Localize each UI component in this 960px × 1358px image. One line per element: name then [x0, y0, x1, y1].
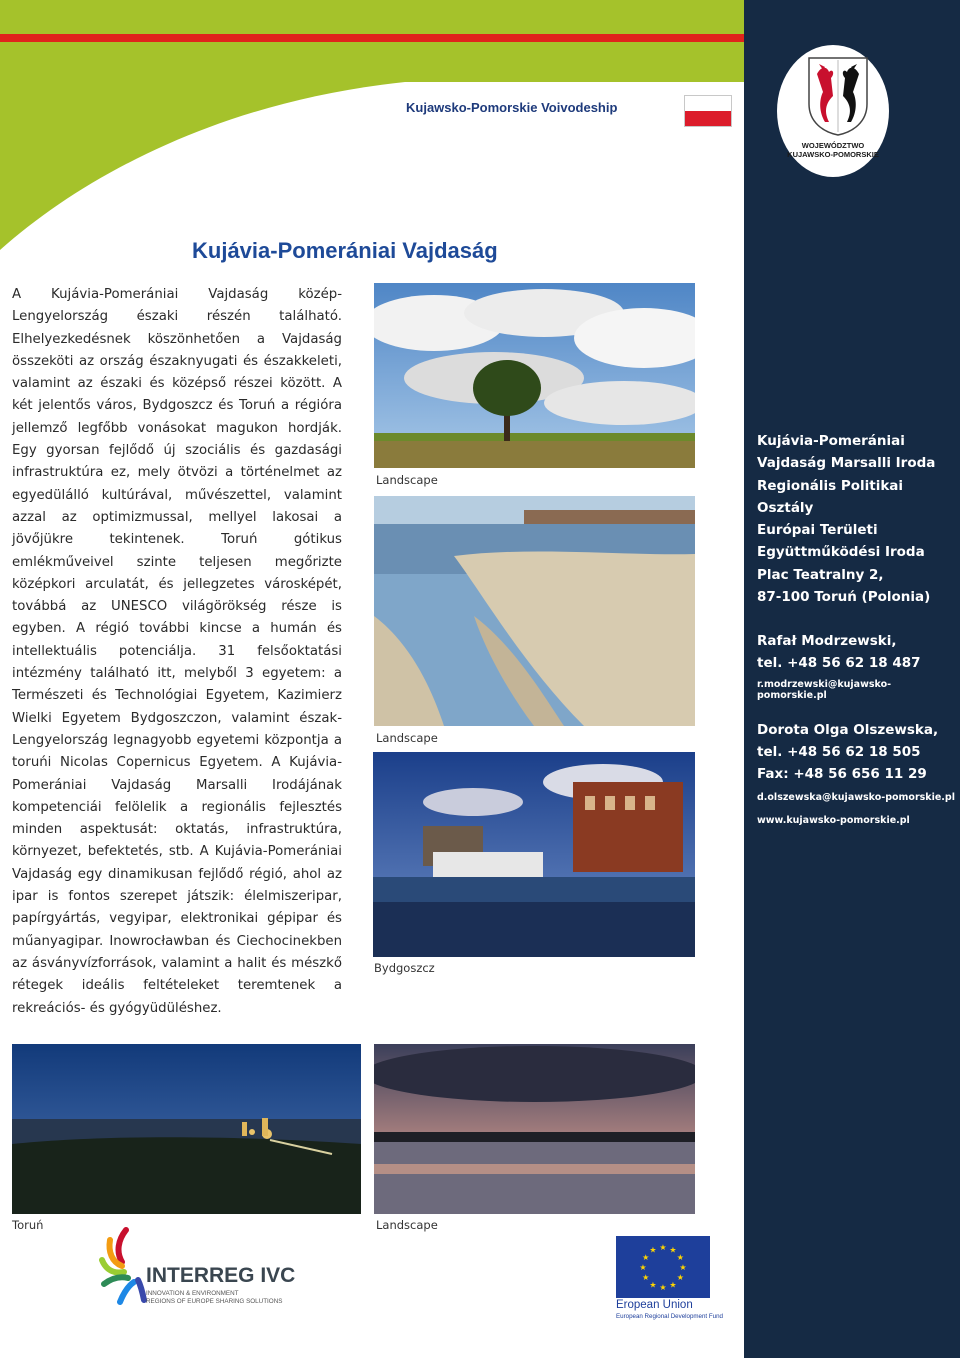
bydgoszcz-photo: [373, 752, 695, 957]
region-label: Kujawsko-Pomorskie Voivodeship: [406, 100, 618, 115]
photo-caption-landscape-2: Landscape: [376, 731, 438, 745]
office-line: Plac Teatralny 2,: [757, 566, 884, 583]
office-line: Együttműködési Iroda: [757, 544, 925, 561]
eu-star-icon: ★: [659, 1243, 667, 1252]
eu-star-icon: ★: [649, 1245, 657, 1255]
eu-flag-icon: [616, 1236, 710, 1298]
landscape-sunset-photo: [374, 1044, 695, 1214]
eu-subcaption: European Regional Development Fund: [616, 1313, 723, 1320]
logo-text: [786, 141, 880, 159]
interreg-line1: INNOVATION & ENVIRONMENT: [146, 1290, 239, 1297]
eu-star-icon: ★: [676, 1253, 684, 1262]
contact1-name: Rafał Modrzewski,: [757, 633, 897, 649]
contact1-email[interactable]: r.modrzewski@kujawsko-pomorskie.pl: [757, 679, 892, 701]
photo-caption-torun: Toruń: [12, 1218, 44, 1232]
interreg-line2: REGIONS OF EUROPE SHARING SOLUTIONS: [146, 1298, 283, 1305]
office-line: Európai Területi: [757, 522, 878, 539]
photo-caption-landscape-1: Landscape: [376, 473, 438, 487]
header-white-curve: [0, 0, 744, 258]
contact2-email[interactable]: d.olszewska@kujawsko-pomorskie.pl: [757, 792, 955, 803]
logo-text-line1: WOJEWÓDZTWO: [801, 141, 865, 150]
poland-flag-icon: [684, 95, 732, 127]
eu-star-icon: ★: [642, 1253, 650, 1262]
interreg-title: INTERREG IVC: [146, 1264, 296, 1287]
body-text: A Kujávia-Pomerániai Vajdaság közép-Lengyelország északi részén található. Elhelyezkedésnek köszönhetően a Vajdaság összeköti az ország északnyugati és északkeleti, valamint az északi és középső részei között. A két jelentős város, Bydgoszcz és Toruń a régióra jellemző legfőbb vonásokat magukon hordják. Egy gyorsan fejlődő új szociális és gazdasági infrastruktúra ez, mely ötvözi a történelmet az egyedülálló kultúrával, művészettel, valamint azzal az optimizmussal, mellyel lakosai a jövőjükre tekintenek. Toruń gótikus emlékműveivel szinte teljesen megőrizte középkori arculatát, és jellegzetes városképét, továbbá az UNESCO világörökség része is egyben. A régió további kincse a humán és intellektuális potenciálja. 31 felsőoktatási intézmény található itt, melyből 3 egyetem: a Természeti és Technológiai Egyetem, Kazimierz Wielki Egyetem Bydgoszczon, valamint észak-Lengyelország legnagyobb egyetemi központja a toruńi Nicolas Copernicus Egyetem. A Kujávia-Pomerániai Vajdaság Marsalli Irodájának kompetenciái felölelik a regionális fejlesztés minden aspektusát: oktatás, infrastruktúra, környezet, befektetés, stb. A Kujávia-Pomerániai Vajdaság egy dinamikusan fejlődő régió, ahol az ipar is fontos szerepet játszik: élelmiszeripar, papírgyártás, vegyipar, elektronikai gépipar és műanyagipar. Inowrocławban és Ciechocinekben az ásványvízforrások, valamint a halit és mészkő rétegek ideális feltételeket teremtenek a rekreációs- és gyógyüdüléshez.: [12, 287, 342, 1016]
interreg-logo: [98, 1226, 328, 1308]
torun-photo: [12, 1044, 361, 1214]
photo-caption-bydgoszcz: Bydgoszcz: [374, 961, 435, 975]
photo-caption-landscape-3: Landscape: [376, 1218, 438, 1232]
eu-star-icon: ★: [642, 1273, 650, 1282]
landscape-tree-photo: [374, 283, 695, 468]
office-line: Regionális Politikai: [757, 477, 904, 494]
griffin-shield-icon: [807, 56, 869, 136]
website-link[interactable]: www.kujawsko-pomorskie.pl: [757, 815, 910, 826]
office-line: 87-100 Toruń (Polonia): [757, 589, 931, 606]
page-title: Kujávia-Pomerániai Vajdaság: [192, 238, 498, 263]
office-line: Osztály: [757, 499, 814, 516]
eu-star-icon: ★: [669, 1280, 677, 1290]
eu-star-icon: ★: [676, 1273, 684, 1282]
contact2-name: Dorota Olga Olszewska,: [757, 722, 939, 738]
contact2-tel: tel. +48 56 62 18 505: [757, 744, 921, 760]
eu-caption: Eropean Union: [616, 1299, 693, 1311]
eu-star-icon: ★: [679, 1263, 687, 1272]
office-address: [757, 430, 935, 608]
contact1-tel: tel. +48 56 62 18 487: [757, 655, 921, 671]
logo-text-line2: KUJAWSKO-POMORSKIE: [787, 150, 879, 159]
eu-star-icon: ★: [649, 1280, 657, 1290]
eu-star-icon: ★: [669, 1245, 677, 1255]
office-line: Vajdaság Marsalli Iroda: [757, 455, 936, 472]
office-line: Kujávia-Pomerániai: [757, 433, 905, 449]
eu-star-icon: ★: [639, 1263, 647, 1272]
eu-star-icon: ★: [659, 1283, 667, 1292]
contact2-fax: Fax: +48 56 656 11 29: [757, 766, 927, 782]
landscape-river-photo: [374, 496, 695, 726]
